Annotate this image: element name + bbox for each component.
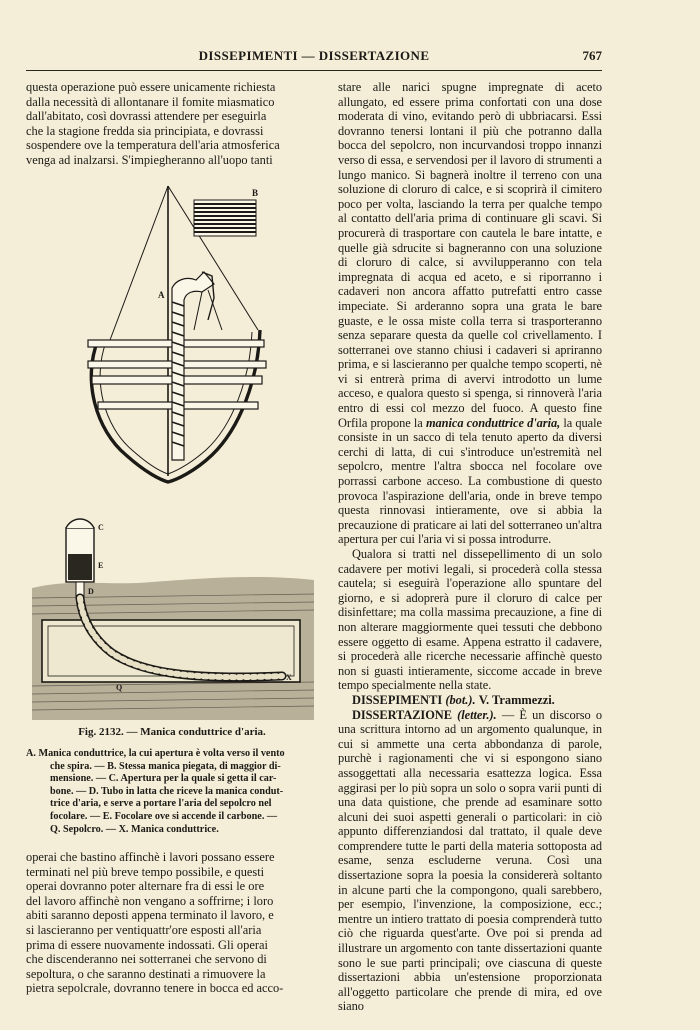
label-e: E [98,561,104,570]
legend-line: Q. Sepolcro. — X. Manica conduttrice. [50,823,219,835]
label-x: X [286,673,292,682]
legend-line: trice d'aria, e serve a portare l'aria del sepolcro nel [50,798,272,810]
entry-body: — È un discorso o una scrittura intorno ad un argomento qualunque, in cui si ammette una certa abbondanza di parole, purchè i ragionamenti che vi si espongono siano assoggettati alla necessaria esattezza logica. Essa aggirasi per lo più sopra un solo o sopra varii punti di una data quistione, che prende ad esaminare sotto alcuni dei suoi aspetti generali o particolari: in ciò appunto differenziandosi dal trattato, il quale deve comprendere tutte le parti della materia sottoposta ad esame, senza escluderne veruna. Così una dissertazione sopra la poesia la considererà soltanto in alcune parti che la compongono, quali sarebbero, per esempio, l'invenzione, la composizione, ecc.; mentre un intiero trattato di poesia comprenderà tutto ciò che riguarda quest'arte. Ove poi si prenda ad illustrare un argomento con tante dissertazioni quante sono le sue parti principali; ove ciascuna di queste dissertazioni abbia un'estensione proporzionata all'oggetto particolare che prende di mira, ed ove siano [338,707,602,1014]
entry-tag: (bot.). [445,692,476,707]
legend-line: che spira. — B. Stessa manica piegata, di maggior di- [50,760,281,772]
text-line: del lavoro affinchè non vengano a soffrirne; i loro [26,893,274,908]
text-line: pietra sepolcrale, dovranno tenere in bocca ed acco- [26,981,284,996]
text-line: questa operazione può essere unicamente richiesta [26,80,276,94]
legend-line: bone. — D. Tubo in latta che riceve la manica condut- [50,785,284,797]
text-line: sepoltura, o che saranno destinati a rimuovere la [26,966,266,981]
legend-line: focolare. — E. Focolare ove si accende il carbone. — [50,810,278,822]
engraving-air-sleeve-frame [26,180,318,500]
label-b: B [252,188,259,198]
text-line: sospendere ove la temperatura dell'aria atmosferica [26,138,280,153]
label-d: D [88,587,94,596]
page-header [26,40,602,71]
entry-tag: (letter.). [457,707,497,722]
figure-legend [26,748,318,836]
entry-headword: DISSERTAZIONE [352,707,452,722]
text-line: terminati nel più breve tempo possibile, e questi [26,864,265,879]
term-manica-conduttrice: manica conduttrice d'aria, [425,415,561,430]
text-line: che discenderanno nei sotterranei che servono di [26,952,267,967]
left-column-top-text [26,80,318,168]
text-line: dalla necessità di allontanare il fomite miasmatico [26,94,275,109]
paragraph-legal-exhumation: Qualora si tratti nel dissepellimento di un solo cadavere per motivi legali, si procederà colla stessa cautela; si eseguirà l'operazione allo spuntare del giorno, e si adoprerà pure il cloruro di calce per disinfettare; ma colla massima precauzione, a fine di non alterare maggiormente quei tessuti che debbono essere oggetto di esame. Appena estratto il cadavere, si procederà alle ricerche necessarie affinchè questo non si guasti intieramente, siccome accade in breve tempo specialmente nella state. [338,547,602,693]
text-line: operai dovranno poter alternare fra di essi le ore [26,879,265,894]
entry-body: V. Trammezzi. [478,692,555,707]
text-line: si lascieranno per ventiquattr'ore esposti all'aria [26,922,262,937]
text-line: venga ad inalzarsi. S'impiegheranno all'uopo tanti [26,152,273,167]
page-number: 767 [582,48,602,63]
legend-line: mensione. — C. Apertura per la quale si getta il car- [50,773,277,785]
right-column-text [338,80,602,1014]
entry-dissepimenti [338,693,602,708]
engraving-tomb-section [32,508,314,720]
paragraph-text: stare alle narici spugne impregnate di aceto allungato, ed essere prima confortati con una dose moderata di vino, evitando però di ubbriacarsi. Essi dovranno tenersi lontani il più che potranno dalla bocca del sepolcro, non incurvandosi troppo innanzi verso di essa, e servendosi per il lavoro di strumenti a lungo manico. Si bagnerà inoltre il terreno con una soluzione di cloruro di calce, e si scoprirà il cimitero poco per volta, lasciando la terra per qualche tempo al contatto dell'aria prima di continuare gli scavi. Si procurerà di trasportare con cautela le bare intatte, e quelle già sdrucite si bagneranno con una soluzione di cloruro di calce, si avvilupperanno con tela impregnata di acqua ed aceto, e si riporranno i cadaveri non ancora affatto putrefatti entro casse impeciate. Si arderanno sopra una grata le bare guaste, e le ossa miste colla terra si trasporteranno senza separare questa da quelle col crivellamento. I sotterranei ove stanno chiusi i cadaveri si apriranno prima, e si lascieranno per qualche tempo scoperti, nè vi si entrerà prima di avervi introdotto un lume acceso, e qualora questo si spenga, si rinnoverà l'aria entro di essi col mezzo del fuoco. A questo fine Orfila propone la [338,80,602,430]
label-c: C [98,523,104,532]
entry-headword: DISSEPIMENTI [352,692,443,707]
text-line: abiti saranno deposti appena terminato il lavoro, e [26,908,274,923]
text-line: dall'abitato, così dovrassi attendere per eseguirla [26,109,267,124]
text-line: prima di essere nuovamente indossati. Gli operai [26,937,268,952]
legend-line: A. Manica conduttrice, la cui apertura è volta verso il vento [26,748,285,759]
entry-dissertazione [338,708,602,1014]
label-q: Q [116,683,123,692]
paragraph-text: la quale consiste in un sacco di tela tenuto aperto da diversi cerchi di latta, di cui s'introduce un'estremità nel sepolcro, mentre l'altra sbocca nel focolare ove porrassi carbone acceso. La combustione di questo provoca l'aspirazione dell'aria, onde in breve tempo questa rinnovasi intieramente, ove si abbia la precauzione di praticare ai lati del sotterraneo un'altra apertura per cui l'aria vi si possa introdurre. [338,415,602,547]
coiled-sleeve-b [194,200,256,236]
left-column-bottom-text [26,850,318,1000]
figure-caption: Fig. 2132. — Manica conduttrice d'aria. [78,726,266,738]
text-line: che la stagione fredda sia principiata, e dovrassi [26,123,264,138]
running-title: DISSEPIMENTI — DISSERTAZIONE [198,48,430,63]
text-line: operai che bastino affinchè i lavori possano essere [26,850,275,864]
paragraph-exhumation [338,80,602,547]
label-a: A [158,290,165,300]
